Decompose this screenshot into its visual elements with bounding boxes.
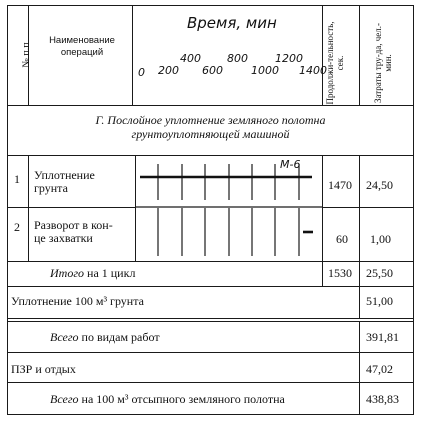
summary-grand-total-divider [359, 383, 360, 415]
time-tick-label: 1400 [299, 64, 327, 77]
summary-pzr-labor: 47,02 [366, 362, 393, 376]
summary-total-divider-a [322, 261, 323, 286]
summary-total-cycle-duration: 1530 [328, 266, 352, 280]
row2-name-line2: це захватки [34, 231, 93, 245]
row1-labor: 24,50 [366, 178, 393, 192]
row1-bottom-line [7, 207, 136, 208]
time-tick-label: 600 [202, 64, 223, 77]
summary-all-works-labor: 391,81 [366, 330, 399, 344]
summary-grand-total-labor: 438,83 [366, 392, 399, 406]
summary-pzr-divider [359, 352, 360, 383]
gantt-bar-label-row1: М-6 [280, 158, 301, 171]
row2-name-line1: Разворот в кон- [34, 218, 113, 232]
time-scale [133, 40, 327, 85]
summary-total-divider-b [359, 261, 360, 286]
body-divider-duration [359, 155, 360, 262]
section-title-line1: Г. Послойное уплотнение земляного полотна [95, 113, 326, 127]
row1-name-line2: грунта [34, 181, 68, 195]
section-title-line2: грунтоуплотняющей машиной [131, 127, 290, 141]
header-operations [40, 35, 124, 59]
header-num: № п.п [21, 42, 32, 68]
time-tick-label: 400 [180, 52, 201, 65]
summary-all-works-divider [359, 321, 360, 353]
col-divider-duration [359, 5, 360, 106]
header-labor: Затраты тру-да, чел.-мин. [373, 22, 393, 104]
gantt-grid [136, 156, 322, 262]
summary-total-cycle-rest: на 1 цикл [84, 266, 136, 280]
time-tick-label: 1200 [275, 52, 303, 65]
row2-bottom-line [7, 261, 414, 262]
summary-grand-total-label [50, 392, 285, 407]
summary-grand-total-rest: на 100 м³ отсыпного земляного полотна [78, 392, 285, 406]
summary-compaction-bottom-1 [7, 318, 414, 319]
row1-duration: 1470 [328, 178, 352, 192]
row1-name-line1: Уплотнение [34, 168, 95, 182]
summary-total-cycle-labor: 25,50 [366, 266, 393, 280]
time-tick-label: 1000 [251, 64, 279, 77]
summary-total-bottom [7, 286, 414, 287]
summary-all-works-label [50, 330, 160, 345]
summary-compaction-divider [359, 286, 360, 319]
body-divider-num [28, 155, 29, 262]
summary-pzr-label: ПЗР и отдых [11, 362, 76, 376]
row2-labor: 1,00 [370, 232, 391, 246]
summary-all-works-italic: Всего [50, 330, 79, 344]
row2-duration: 60 [336, 232, 348, 246]
summary-compaction-bottom-2 [7, 321, 414, 322]
header-time-title: Время, мин [187, 14, 277, 32]
row1-num: 1 [14, 172, 20, 186]
summary-total-cycle-italic: Итого [50, 266, 85, 280]
time-tick-label: 800 [227, 52, 248, 65]
summary-compaction-label: Уплотнение 100 м³ грунта [11, 294, 144, 308]
row1-bottom-line-right [322, 207, 414, 208]
summary-all-works-bottom [7, 352, 414, 353]
summary-pzr-bottom [7, 382, 414, 383]
body-divider-time [322, 155, 323, 262]
summary-all-works-rest: по видам работ [78, 330, 160, 344]
time-tick-label: 200 [158, 64, 179, 77]
summary-compaction-labor: 51,00 [366, 294, 393, 308]
summary-grand-total-italic: Всего [50, 392, 79, 406]
header-duration: Продолжи-тельность, сек. [325, 21, 345, 105]
row2-num: 2 [14, 220, 20, 234]
summary-total-cycle-label [50, 266, 135, 281]
time-tick-label: 0 [138, 66, 145, 79]
header-operations-text: Наименование операций [49, 35, 115, 58]
